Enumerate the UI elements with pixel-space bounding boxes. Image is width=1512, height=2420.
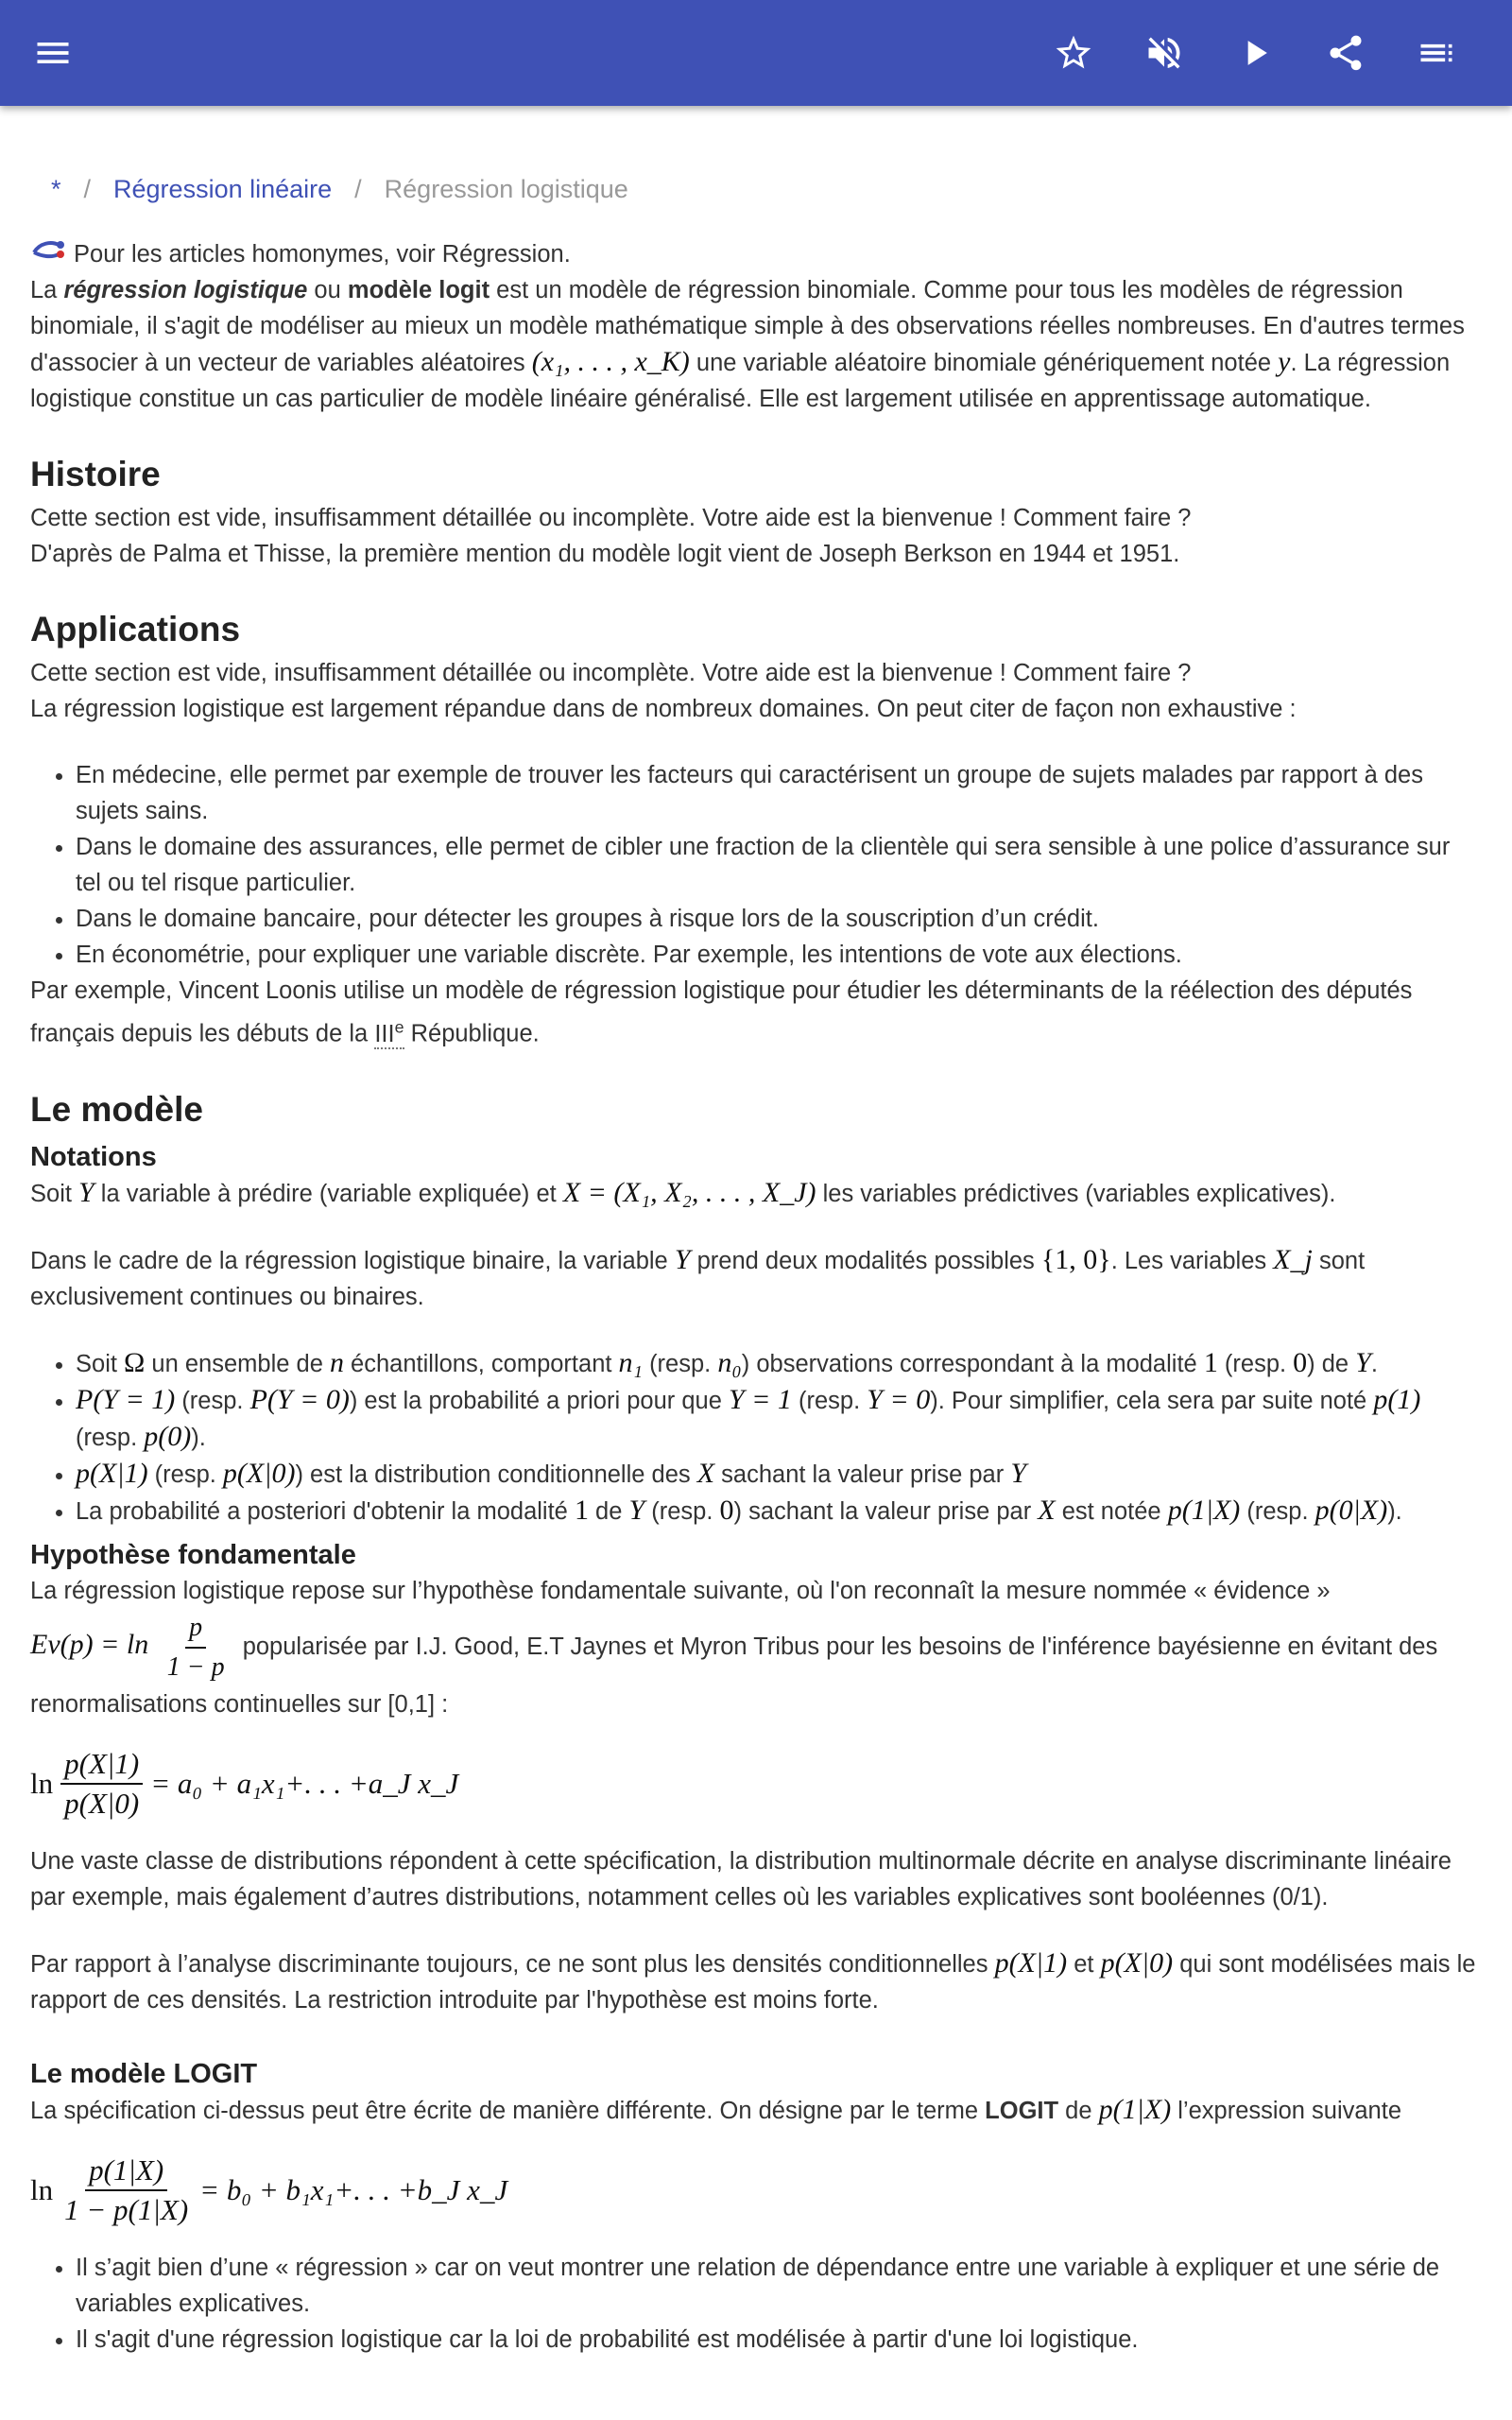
text: La — [30, 277, 64, 303]
text: sachant la valeur prise par — [714, 1461, 1011, 1488]
list-item: • En médecine, elle permet par exemple de trouver les facteurs qui caractérisent un groupe de sujets malades par rapport à des sujets sains. — [76, 757, 1482, 829]
superscript: e — [394, 1017, 404, 1036]
volume-off-icon[interactable] — [1138, 26, 1191, 79]
math-y: y — [1278, 346, 1291, 377]
paragraph — [30, 1945, 1482, 2018]
math: p(0) — [144, 1420, 192, 1452]
math: Y = 1 — [728, 1383, 792, 1415]
text: (resp. — [76, 1424, 145, 1451]
equation-ratio — [30, 1745, 1482, 1823]
disambiguation-icon — [30, 237, 68, 264]
paragraph: La régression logistique est largement répandue dans de nombreux domaines. On peut citer de façon non exhaustive : — [30, 696, 1297, 722]
list-item: • Il s’agit bien d’une « régression » car on veut montrer une relation de dépendance entre une variable à expliquer et une série de variables explicatives. — [76, 2250, 1482, 2322]
text: (resp. — [1217, 1350, 1294, 1377]
list-item: • Dans le domaine des assurances, elle permet de cibler une fraction de la clientèle qui sera sensible à une police d’assurance sur tel ou tel risque particulier. — [76, 829, 1482, 901]
article-content — [30, 161, 1482, 2358]
app-bar — [0, 0, 1512, 106]
math: p(1) — [1373, 1383, 1421, 1415]
math: X — [1038, 1494, 1056, 1526]
math: p(1|X) — [1098, 2093, 1172, 2125]
text: (resp. — [642, 1350, 718, 1377]
text: = b₀ + b₁x₁+. . . +b_J x_J — [199, 2172, 508, 2206]
denominator: 1 − p(1|X) — [64, 2192, 189, 2226]
breadcrumb-home[interactable]: * — [51, 175, 61, 203]
math: n₀ — [717, 1346, 742, 1378]
math: Y — [674, 1243, 691, 1275]
text: (resp. — [175, 1387, 250, 1414]
applications-list — [30, 757, 1482, 973]
text: un ensemble de — [145, 1350, 330, 1377]
list-item — [76, 1382, 1482, 1456]
homonym-text[interactable]: Pour les articles homonymes, voir Régression. — [74, 241, 571, 268]
numerator: p — [185, 1609, 206, 1649]
text: Dans le cadre de la régression logistique binaire, la variable — [30, 1247, 675, 1274]
list-item — [76, 1493, 1482, 1530]
math: 1 — [1203, 1346, 1218, 1378]
text: . La régression logistique constitue un cas particulier de modèle linéaire généralisé. Elle est largement utilisée en apprentissage automatique. — [30, 350, 1451, 412]
text: ln — [30, 1766, 54, 1800]
text: ) de — [1307, 1350, 1356, 1377]
math: n — [329, 1346, 344, 1378]
math: Y — [628, 1494, 645, 1526]
text: les variables prédictives (variables explicatives). — [816, 1180, 1336, 1207]
math: X — [696, 1457, 715, 1489]
list-item: • En économétrie, pour expliquer une variable discrète. Par exemple, les intentions de vote aux élections. — [76, 937, 1482, 973]
math: Y — [78, 1176, 94, 1208]
section-title-modele: Le modèle — [30, 1089, 203, 1129]
text: ) sachant la valeur prise par — [733, 1497, 1039, 1525]
text: . Les variables — [1110, 1247, 1274, 1274]
text: ). Pour simplifier, cela sera par suite noté — [930, 1387, 1374, 1414]
math-vector-x: (x₁, . . . , x_K) — [531, 346, 690, 377]
math: X = (X₁, X₂, . . . , X_J) — [562, 1176, 816, 1208]
share-icon[interactable] — [1319, 26, 1372, 79]
math: p(X|1) — [994, 1946, 1068, 1979]
term-modele-logit: modèle logit — [347, 277, 490, 303]
subsection-title-hypothese: Hypothèse fondamentale — [30, 1539, 356, 1570]
numerator: p(X|1) — [60, 1745, 143, 1785]
text: une variable aléatoire binomiale génériquement notée — [689, 350, 1279, 376]
text: est notée — [1055, 1497, 1168, 1525]
text: prend deux modalités possibles — [690, 1247, 1041, 1274]
term-regression-logistique: régression logistique — [63, 277, 308, 303]
math: Ω — [124, 1346, 146, 1378]
roman-numeral — [374, 1017, 404, 1049]
text: la variable à prédire (variable expliquée) et — [94, 1180, 563, 1207]
text: échantillons, comportant — [343, 1350, 619, 1377]
text: (resp. — [1240, 1497, 1315, 1525]
subsection-title-logit: Le modèle LOGIT — [30, 2058, 258, 2089]
text: ln — [30, 2172, 54, 2206]
math: Y — [1355, 1346, 1371, 1378]
text: ). — [191, 1424, 206, 1451]
paragraph: La régression logistique repose sur l’hypothèse fondamentale suivante, où l'on reconnaît la mesure nommée « évidence » — [30, 1577, 1331, 1604]
text: ou — [307, 277, 348, 303]
logit-list — [30, 2250, 1482, 2358]
math: P(Y = 0) — [249, 1383, 350, 1415]
text: ). — [1387, 1497, 1402, 1525]
paragraph: D'après de Palma et Thisse, la première mention du modèle logit vient de Joseph Berkson en 1944 et 1951. — [30, 541, 1180, 567]
denominator: 1 − p — [166, 1651, 225, 1682]
text: Ev(p) = ln — [30, 1629, 149, 1661]
list-item — [76, 1345, 1482, 1382]
play-icon[interactable] — [1228, 26, 1281, 79]
subsection-title-notations: Notations — [30, 1141, 157, 1172]
breadcrumb-current: Régression logistique — [384, 175, 628, 203]
math: 0 — [719, 1494, 734, 1526]
text: III — [374, 1020, 395, 1047]
evidence-paragraph — [30, 1609, 1482, 1722]
stub-notice: Cette section est vide, insuffisamment détaillée ou incomplète. Votre aide est la bienvenue ! Comment faire ? — [30, 505, 1192, 531]
math: 1 — [574, 1494, 589, 1526]
breadcrumb-separator: / — [83, 175, 92, 203]
intro-paragraph — [30, 272, 1482, 417]
denominator: p(X|0) — [64, 1786, 140, 1820]
section-title-histoire: Histoire — [30, 455, 161, 493]
text: (resp. — [147, 1461, 223, 1488]
fraction — [163, 1609, 229, 1686]
math: X_j — [1273, 1243, 1313, 1275]
text: l’expression suivante — [1171, 2097, 1401, 2124]
numerator: p(1|X) — [85, 2152, 167, 2191]
text: = a₀ + a₁x₁+. . . +a_J x_J — [150, 1766, 459, 1800]
fraction — [60, 1745, 143, 1823]
text: est un modèle de régression binomiale. Comme pour tous les modèles de régression binomiale, il s'agit de modéliser au mieux un modèle mathématique simple à des observations réelles nombreuses. En d'autres termes d'associer à un vecteur de variables aléatoires — [30, 277, 1465, 376]
text: qui sont modélisées mais le rapport de ces densités. La restriction introduite par l'hypothèse est moins forte. — [30, 1950, 1476, 2014]
math: p(0|X) — [1314, 1494, 1388, 1526]
math: p(X|0) — [1100, 1946, 1174, 1979]
paragraph — [30, 1242, 1482, 1315]
breadcrumb — [51, 172, 1482, 206]
stub-notice: Cette section est vide, insuffisamment détaillée ou incomplète. Votre aide est la bienvenue ! Comment faire ? — [30, 660, 1192, 686]
math: p(X|0) — [222, 1457, 296, 1489]
text: et — [1067, 1950, 1101, 1978]
text: (resp. — [644, 1497, 720, 1525]
text: ) observations correspondant à la modalité — [741, 1350, 1204, 1377]
equation-logit — [30, 2152, 1482, 2229]
text: (resp. — [791, 1387, 868, 1414]
math: {1, 0} — [1040, 1243, 1111, 1275]
text: de — [1058, 2097, 1099, 2124]
math: Y — [1010, 1457, 1026, 1489]
text: La spécification ci-dessus peut être écrite de manière différente. On désigne par le terme — [30, 2097, 986, 2124]
text: La probabilité a posteriori d'obtenir la modalité — [76, 1497, 575, 1525]
section-title-applications: Applications — [30, 610, 241, 648]
math-evidence — [30, 1612, 236, 1682]
text: sont exclusivement continues ou binaires. — [30, 1247, 1366, 1310]
menu-icon[interactable] — [26, 26, 79, 79]
breadcrumb-separator: / — [354, 175, 362, 203]
paragraph — [30, 2092, 1482, 2129]
star-outline-icon[interactable] — [1047, 26, 1100, 79]
text: ) est la probabilité a priori pour que — [349, 1387, 729, 1414]
math: P(Y = 1) — [76, 1383, 176, 1415]
list-item: • Il s'agit d'une régression logistique car la loi de probabilité est modélisée à partir d'une loi logistique. — [76, 2322, 1482, 2358]
breadcrumb-parent[interactable]: Régression linéaire — [113, 175, 333, 203]
math: p(X|1) — [76, 1457, 148, 1489]
text: . — [1370, 1350, 1378, 1377]
math: p(1|X) — [1167, 1494, 1241, 1526]
paragraph: Une vaste classe de distributions répondent à cette spécification, la distribution multinormale décrite en analyse discriminante linéaire par exemple, mais également d’autres distributions, notamment celles où les variables explicatives sont booléennes (0/1). — [30, 1847, 1452, 1910]
text: Soit — [30, 1180, 79, 1207]
text: Soit — [76, 1350, 125, 1377]
text: popularisée par I.J. Good, E.T Jaynes et Myron Tribus pour les besoins de l'inférence bayésienne en évitant des renormalisations continuelles sur [0,1] : — [30, 1633, 1438, 1718]
homonym-note — [30, 236, 1482, 272]
text: de — [588, 1497, 629, 1525]
paragraph — [30, 973, 1482, 1052]
text: ) est la distribution conditionnelle des — [295, 1461, 697, 1488]
paragraph — [30, 1175, 1482, 1212]
fraction — [60, 2152, 192, 2229]
list-item — [76, 1456, 1482, 1493]
math: Y = 0 — [867, 1383, 931, 1415]
text: République. — [404, 1020, 540, 1047]
notations-list — [30, 1345, 1482, 1530]
term-logit: LOGIT — [985, 2097, 1059, 2124]
text: Par exemple, Vincent Loonis utilise un modèle de régression logistique pour étudier les déterminants de la réélection des députés français depuis les débuts de la — [30, 977, 1413, 1047]
list-item: • Dans le domaine bancaire, pour détecter les groupes à risque lors de la souscription d’un crédit. — [76, 901, 1482, 937]
table-of-contents-icon[interactable] — [1410, 26, 1463, 79]
text: Par rapport à l’analyse discriminante toujours, ce ne sont plus les densités conditionnelles — [30, 1950, 995, 1978]
math: n₁ — [618, 1346, 643, 1378]
math: 0 — [1293, 1346, 1308, 1378]
